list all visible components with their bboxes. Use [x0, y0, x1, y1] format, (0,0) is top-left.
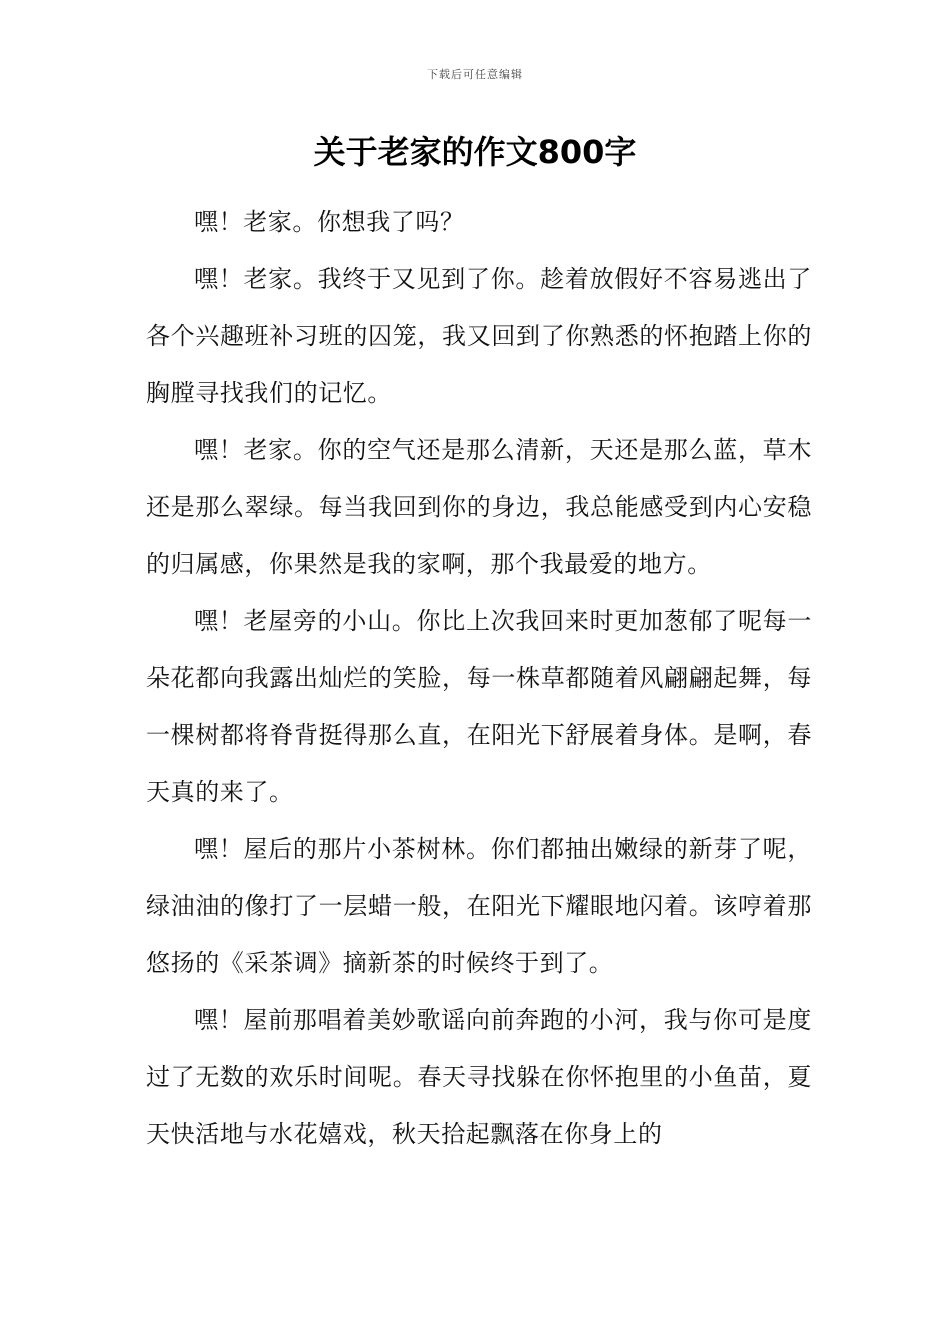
document-title: 关于老家的作文800字: [313, 133, 637, 171]
paragraph-5: 嘿！屋后的那片小茶树林。你们都抽出嫩绿的新芽了呢，绿油油的像打了一层蜡一般，在阳光下耀眼地闪着。该哼着那悠扬的《采茶调》摘新茶的时候终于到了。: [146, 835, 812, 977]
paragraph-2: 嘿！老家。我终于又见到了你。趁着放假好不容易逃出了各个兴趣班补习班的囚笼，我又回到了你熟悉的怀抱踏上你的胸膛寻找我们的记忆。: [146, 265, 812, 407]
paragraph-4: 嘿！老屋旁的小山。你比上次我回来时更加葱郁了呢每一朵花都向我露出灿烂的笑脸，每一株草都随着风翩翩起舞，每一棵树都将脊背挺得那么直，在阳光下舒展着身体。是啊，春天真的来了。: [146, 607, 812, 806]
paragraph-1: 嘿！老家。你想我了吗？: [194, 208, 465, 236]
paragraph-3: 嘿！老家。你的空气还是那么清新，天还是那么蓝，草木还是那么翠绿。每当我回到你的身边，我总能感受到内心安稳的归属感，你果然是我的家啊，那个我最爱的地方。: [146, 436, 812, 578]
article-body: [146, 194, 812, 1163]
header-note: 下载后可任意编辑: [427, 68, 523, 81]
paragraph-6: 嘿！屋前那唱着美妙歌谣向前奔跑的小河，我与你可是度过了无数的欢乐时间呢。春天寻找躲在你怀抱里的小鱼苗，夏天快活地与水花嬉戏，秋天拾起飘落在你身上的: [146, 1006, 812, 1148]
